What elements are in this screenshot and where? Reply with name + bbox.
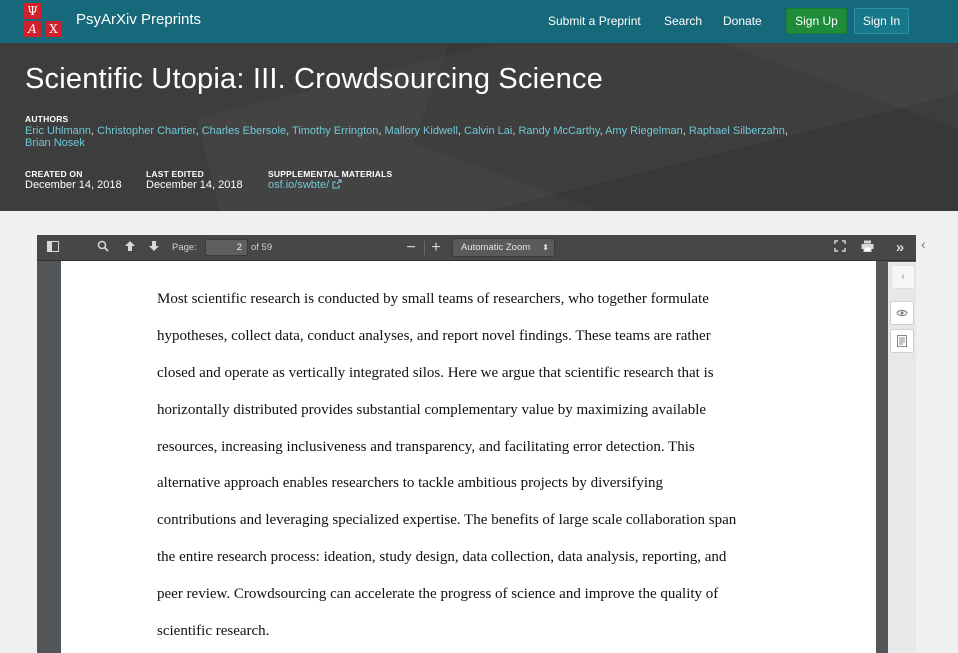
select-arrows-icon: ⬍ [542, 243, 549, 252]
authors-list: Eric Uhlmann, Christopher Chartier, Charles Ebersole, Timothy Errington, Mallory Kidwell, Calvin Lai, Randy McCarthy, Amy Riegelman, Raphael Silberzahn, Brian Nosek [25, 125, 788, 149]
zoom-value: Automatic Zoom [461, 242, 531, 253]
preprint-title: Scientific Utopia: III. Crowdsourcing Science [25, 63, 603, 95]
created-date: December 14, 2018 [25, 179, 122, 191]
psyarxiv-logo[interactable] [24, 3, 62, 37]
search-icon[interactable] [95, 240, 111, 256]
author-link[interactable]: Mallory Kidwell [384, 125, 458, 137]
brand-name[interactable]: PsyArXiv Preprints [76, 11, 202, 28]
external-link-icon [332, 179, 342, 189]
text-line: alternative approach enables researchers to tackle ambitious projects by diversifying [157, 475, 664, 492]
text-line: the entire research process: ideation, study design, data collection, data analysis, reporting, and [157, 549, 727, 566]
text-line: contributions and leveraging specialized expertise. The benefits of large scale collaboration span [157, 512, 737, 529]
text-line: scientific research. [157, 623, 270, 640]
text-line: horizontally distributed provides substantial complementary value by maximizing available [157, 401, 707, 418]
page-number-input[interactable]: 2 [205, 239, 248, 256]
document-icon[interactable] [890, 329, 914, 353]
page-label: Page: [172, 242, 197, 253]
author-link[interactable]: Raphael Silberzahn [688, 125, 785, 137]
page-total: of 59 [251, 242, 273, 253]
text-line: peer review. Crowdsourcing can accelerate the progress of science and improve the quality of [157, 586, 719, 603]
edited-date: December 14, 2018 [146, 179, 243, 191]
authors-label: AUTHORS [25, 114, 69, 124]
panel-collapse-chevron-icon[interactable]: ‹ [921, 236, 926, 252]
fullscreen-icon[interactable] [832, 240, 848, 256]
donate-link[interactable]: Donate [723, 14, 762, 28]
eye-icon[interactable] [890, 301, 914, 325]
supplemental-link[interactable] [268, 179, 342, 191]
plus-icon[interactable]: + [431, 239, 441, 256]
pdf-viewer [37, 235, 916, 653]
author-link[interactable]: Amy Riegelman [605, 125, 683, 137]
arrow-up-icon[interactable] [122, 240, 138, 256]
author-link[interactable]: Timothy Errington [292, 125, 379, 137]
created-label: CREATED ON [25, 169, 83, 179]
toolbar-divider [424, 241, 425, 255]
sign-up-button[interactable]: Sign Up [786, 8, 847, 34]
author-link[interactable]: Charles Ebersole [201, 125, 287, 137]
preprint-header [0, 43, 958, 211]
abstract-paragraph [157, 291, 837, 653]
author-link[interactable]: Calvin Lai [464, 125, 513, 137]
minus-icon[interactable]: − [406, 239, 416, 256]
arrow-down-icon[interactable] [146, 240, 162, 256]
sign-in-button[interactable]: Sign In [854, 8, 909, 34]
text-line: resources, increasing inclusiveness and transparency, and facilitating error detection. This [157, 438, 695, 455]
top-navbar [0, 0, 958, 43]
double-chevron-icon[interactable]: » [895, 239, 905, 256]
search-link[interactable]: Search [664, 14, 703, 28]
author-link[interactable]: Randy McCarthy [518, 125, 600, 137]
text-line: Most scientific research is conducted by small teams of researchers, who together formulate [157, 291, 709, 307]
print-icon[interactable] [859, 240, 875, 256]
logo-chi: X [45, 21, 62, 37]
text-line: hypotheses, collect data, conduct analyses, and report novel findings. These teams are rather [157, 327, 711, 344]
pdf-page [61, 261, 876, 653]
supplemental-link-text: osf.io/swbte/ [268, 179, 330, 191]
author-link[interactable]: Brian Nosek [25, 137, 85, 149]
author-link[interactable]: Eric Uhlmann [25, 125, 92, 137]
pdf-toolbar [37, 235, 916, 261]
logo-psi: Ψ [24, 3, 41, 19]
sidebar-toggle-icon[interactable] [45, 240, 61, 256]
text-line: closed and operate as vertically integrated silos. Here we argue that scientific research that is [157, 364, 714, 381]
submit-preprint-link[interactable]: Submit a Preprint [548, 14, 641, 28]
logo-alpha: A [24, 21, 41, 37]
author-link[interactable]: Christopher Chartier [97, 125, 196, 137]
zoom-select[interactable] [452, 238, 555, 257]
panel-expand-chevron-icon[interactable]: ‹ [891, 265, 915, 289]
supplemental-label: SUPPLEMENTAL MATERIALS [268, 169, 393, 179]
edited-label: LAST EDITED [146, 169, 204, 179]
